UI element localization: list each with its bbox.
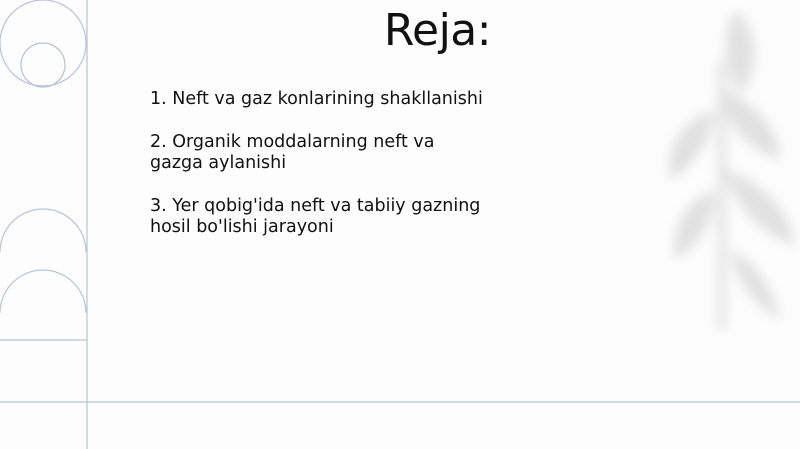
agenda-item: 3. Yer qobig'ida neft va tabiiy gazning hosil bo'lishi jarayoni — [150, 196, 481, 237]
arch-outline-upper — [0, 209, 86, 252]
arch-outline-lower — [0, 270, 86, 313]
agenda-item: 1. Neft va gaz konlarining shakllanishi — [150, 89, 483, 109]
slide-title: Reja: — [383, 5, 492, 56]
agenda-list — [150, 89, 490, 260]
agenda-item: 2. Organik moddalarning neft va gazga aylanishi — [150, 132, 435, 173]
